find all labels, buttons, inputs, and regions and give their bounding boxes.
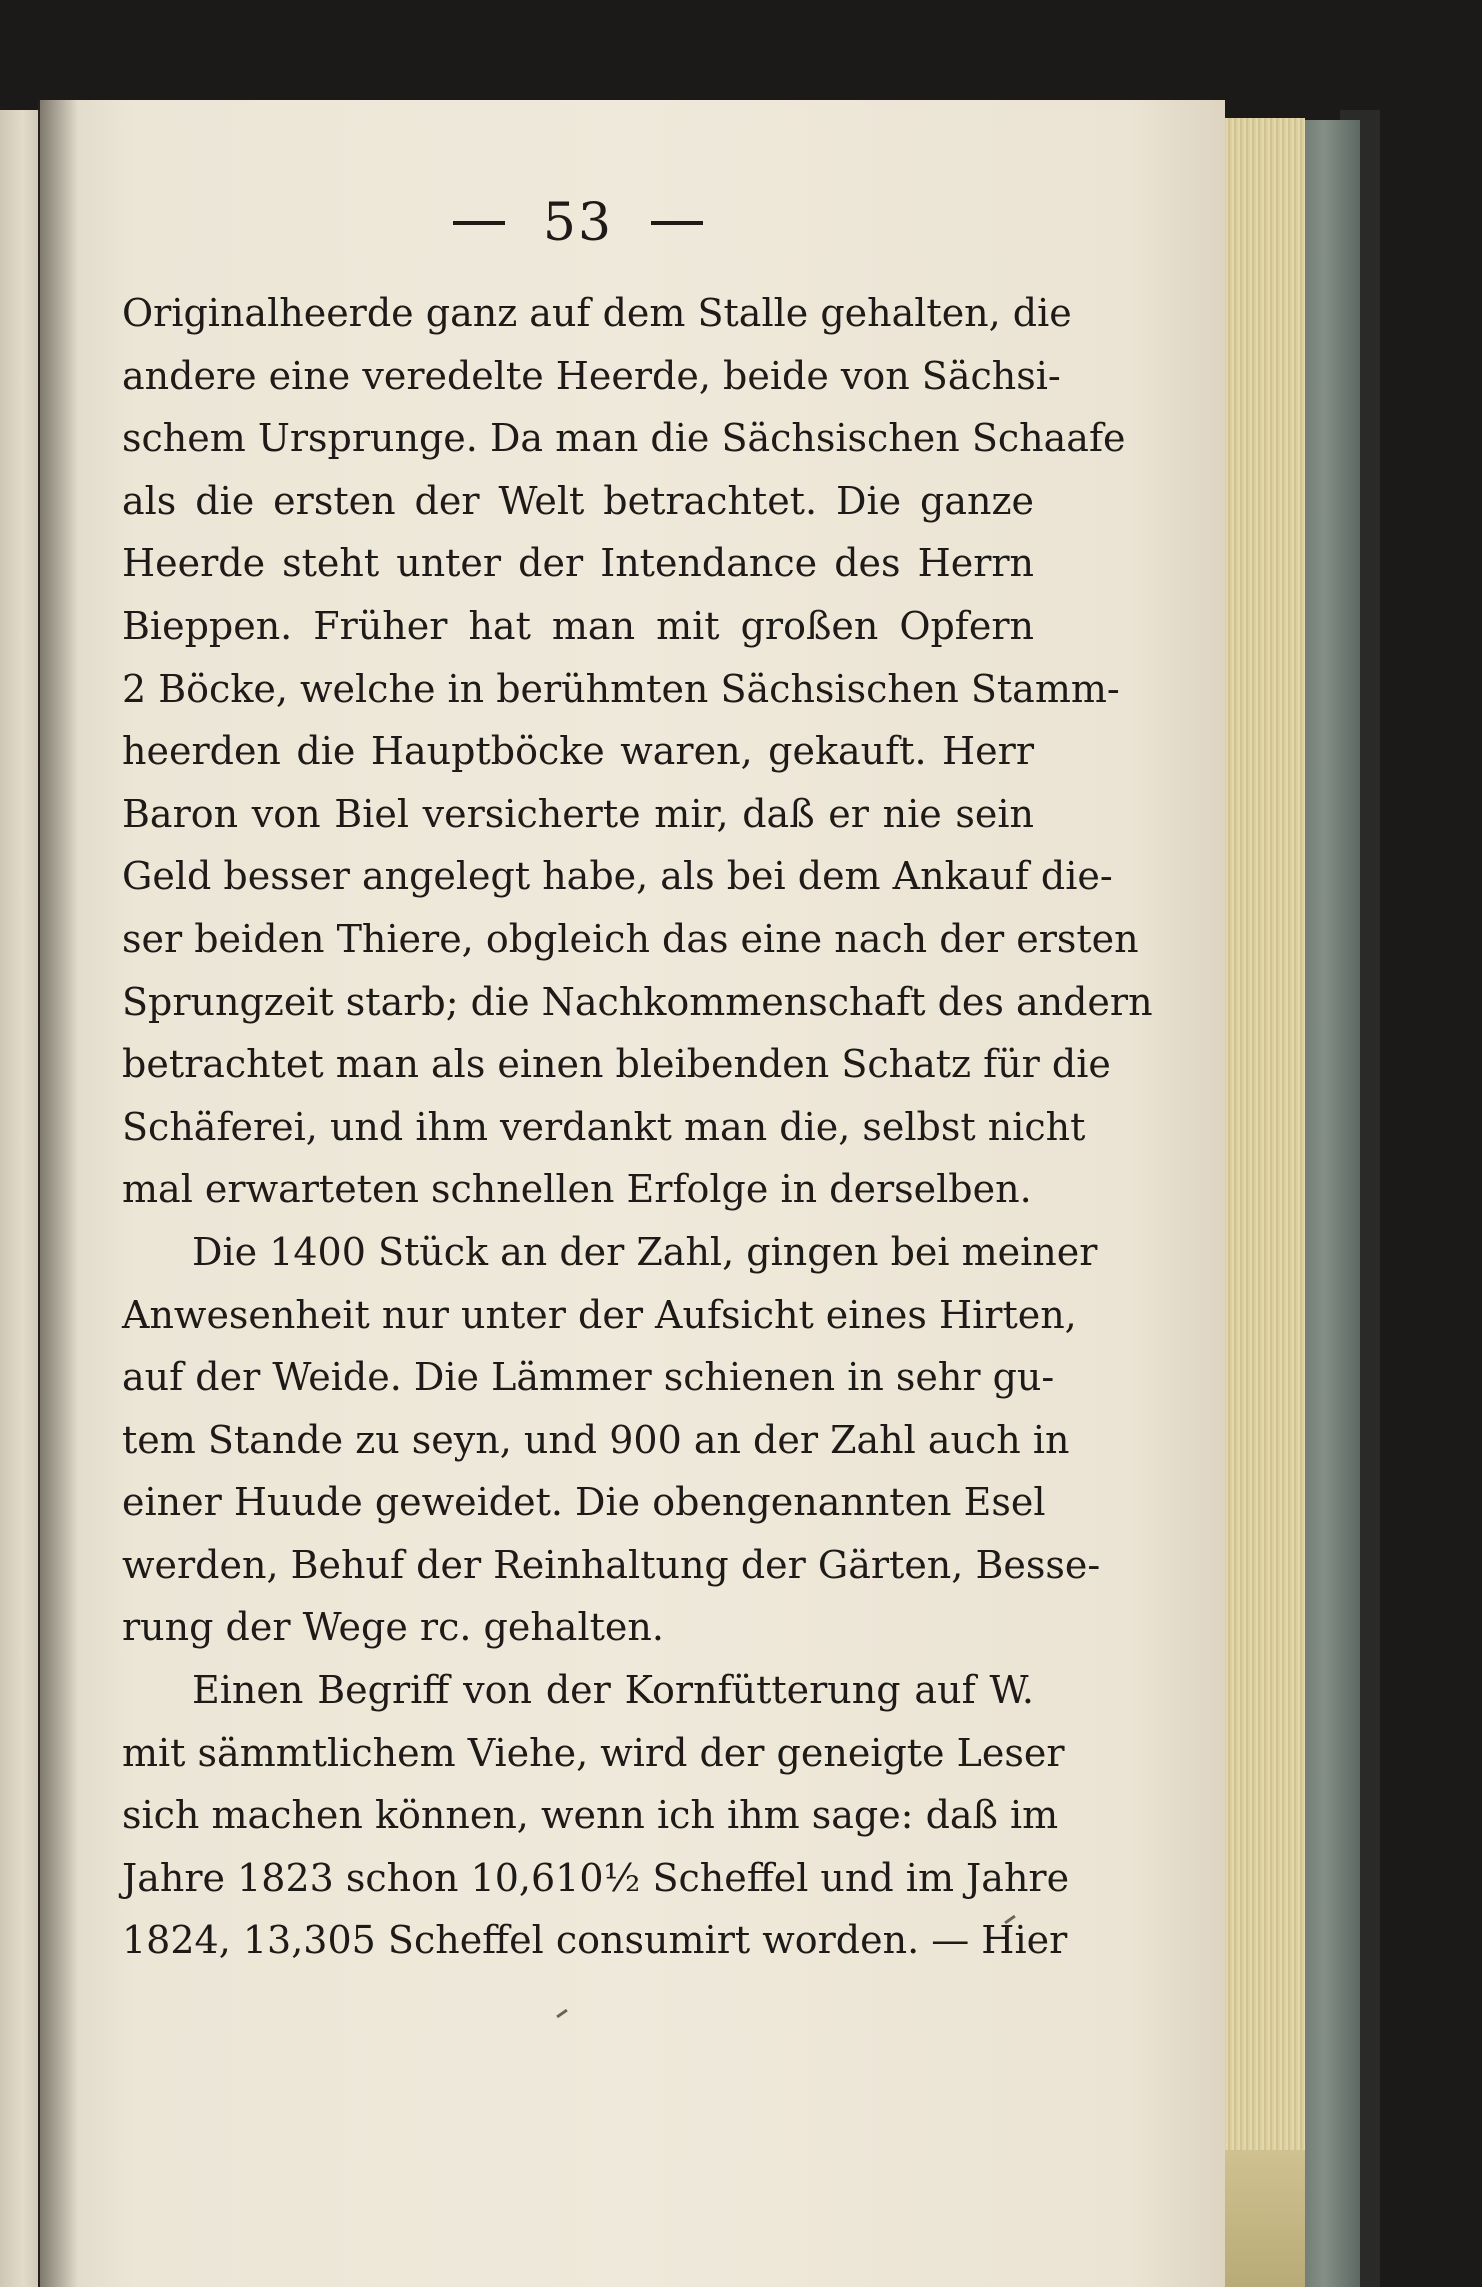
text-line: Sprungzeit starb; die Nachkommenschaft des andern bbox=[122, 979, 1153, 1024]
text-line: mit sämmtlichem Viehe, wird der geneigte Leser bbox=[122, 1730, 1065, 1775]
text-line: als die ersten der Welt betrachtet. Die ganze bbox=[122, 478, 1034, 523]
text-line: 1824, 13,305 Scheffel consumirt worden. — Hier bbox=[122, 1918, 1068, 1963]
text-line: Jahre 1823 schon 10,610½ Scheffel und im Jahre bbox=[122, 1855, 1070, 1900]
book-cover-edge bbox=[1300, 120, 1360, 2287]
paragraph bbox=[122, 1659, 1070, 1972]
text-line: Heerde steht unter der Intendance des Herrn bbox=[122, 541, 1034, 586]
text-line: Einen Begriff von der Kornfütterung auf W. bbox=[192, 1668, 1034, 1713]
text-line: Anwesenheit nur unter der Aufsicht eines Hirten, bbox=[122, 1292, 1077, 1337]
page-header bbox=[122, 178, 1034, 268]
header-dash-right bbox=[651, 221, 703, 225]
header-dash-left bbox=[453, 221, 505, 225]
text-line: Geld besser angelegt habe, als bei dem Ankauf die- bbox=[122, 854, 1113, 899]
text-line: werden, Behuf der Reinhaltung der Gärten, Besse- bbox=[122, 1542, 1101, 1587]
page-block-edges bbox=[1225, 118, 1305, 2158]
text-line: 2 Böcke, welche in berühmten Sächsischen Stamm- bbox=[122, 666, 1120, 711]
text-line: Die 1400 Stück an der Zahl, gingen bei meiner bbox=[192, 1229, 1098, 1274]
text-line: auf der Weide. Die Lämmer schienen in sehr gu- bbox=[122, 1355, 1055, 1400]
text-line: heerden die Hauptböcke waren, gekauft. Herr bbox=[122, 729, 1034, 774]
text-line: ser beiden Thiere, obgleich das eine nach der ersten bbox=[122, 916, 1139, 961]
text-line: rung der Wege rc. gehalten. bbox=[122, 1605, 664, 1650]
text-line: betrachtet man als einen bleibenden Schatz für die bbox=[122, 1042, 1111, 1087]
text-line: Originalheerde ganz auf dem Stalle gehalten, die bbox=[122, 291, 1072, 335]
text-line: sich machen können, wenn ich ihm sage: daß im bbox=[122, 1793, 1059, 1838]
text-line: Schäferei, und ihm verdankt man die, selbst nicht bbox=[122, 1104, 1086, 1149]
page-content bbox=[122, 178, 1153, 1972]
paragraph bbox=[122, 282, 1153, 1221]
left-page-edge bbox=[0, 110, 38, 2287]
text-line: Bieppen. Früher hat man mit großen Opfern bbox=[122, 603, 1034, 648]
text-line: mal erwarteten schnellen Erfolge in derselben. bbox=[122, 1167, 1032, 1212]
text-line: andere eine veredelte Heerde, beide von Sächsi- bbox=[122, 353, 1061, 398]
text-line: Baron von Biel versicherte mir, daß er nie sein bbox=[122, 791, 1034, 836]
text-line: tem Stande zu seyn, und 900 an der Zahl auch in bbox=[122, 1417, 1070, 1462]
text-line: einer Huude geweidet. Die obengenannten Esel bbox=[122, 1480, 1046, 1525]
page-number: 53 bbox=[542, 193, 614, 253]
paragraph bbox=[122, 1221, 1101, 1659]
gutter-shadow bbox=[38, 100, 78, 2287]
page-block-edges-bottom bbox=[1225, 2150, 1305, 2287]
text-body bbox=[122, 282, 1153, 1972]
text-line: schem Ursprunge. Da man die Sächsischen Schaafe bbox=[122, 416, 1126, 461]
